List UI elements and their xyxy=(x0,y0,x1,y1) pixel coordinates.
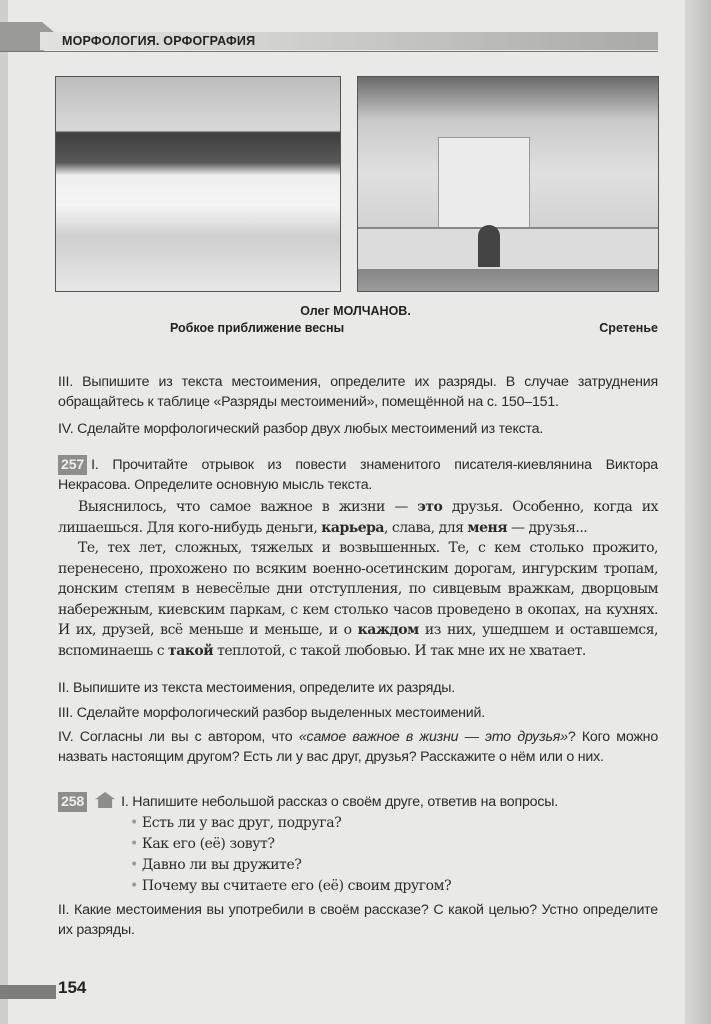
wall-shape xyxy=(358,227,658,269)
passage-text: — друзья... xyxy=(507,519,588,536)
passage-paragraph xyxy=(58,538,658,661)
question-list xyxy=(130,813,451,897)
question-item: • Как его (её) зовут? xyxy=(130,834,451,855)
section-title: МОРФОЛОГИЯ. ОРФОГРАФИЯ xyxy=(62,34,256,48)
page-edge-left xyxy=(0,0,8,1024)
task-text: ? Кого можно назвать настоящим другом? Есть ли у вас друг, друзья? Расскажите о нём или о них. xyxy=(58,729,659,765)
exercise-257-task-iv xyxy=(58,727,658,767)
exercise-258-intro xyxy=(58,792,658,812)
exercise-257-intro xyxy=(58,455,658,495)
exercise-number: 258 xyxy=(58,792,87,812)
highlighted-pronoun: такой xyxy=(168,642,214,659)
exercise-257-task-ii: II. Выпишите из текста местоимения, определите их разряды. xyxy=(58,680,456,696)
task-iv: IV. Сделайте морфологический разбор двух любых местоимений из текста. xyxy=(58,421,544,437)
header-rule xyxy=(0,51,658,52)
literary-passage xyxy=(58,497,658,661)
highlighted-pronoun: это xyxy=(417,499,443,515)
painting-sretenye xyxy=(357,76,659,292)
task-iii: III. Выпишите из текста местоимения, определите их разряды. В случае затруднения обращайтесь к таблице «Разряды местоимений», помещённой на с. 150–151. xyxy=(58,374,658,410)
highlighted-pronoun: карьера xyxy=(321,519,385,536)
exercise-intro-text: I. Напишите небольшой рассказ о своём друге, ответив на вопросы. xyxy=(121,794,558,810)
page-number: 154 xyxy=(58,978,87,997)
highlighted-pronoun: каждом xyxy=(357,622,419,638)
exercise-intro-text: I. Прочитайте отрывок из повести знаменитого писателя-киевлянина Виктора Некрасова. Определите основную мысль текста. xyxy=(58,457,658,493)
exercise-258-task-ii: II. Какие местоимения вы употребили в своём рассказе? С какой целью? Устно определите их разряды. xyxy=(58,902,658,938)
home-task-icon xyxy=(95,792,115,808)
passage-text: теплотой, с такой любовью. И так мне их не хватает. xyxy=(213,642,586,659)
caption-right-title: Сретенье xyxy=(599,321,658,335)
question-item: • Почему вы считаете его (её) своим другом? xyxy=(130,876,451,897)
passage-text: Выяснилось, что самое важное в жизни — xyxy=(78,499,418,515)
page-number-bar xyxy=(0,985,56,999)
caption-left-title: Робкое приближение весны xyxy=(170,321,345,335)
passage-text: , слава, для xyxy=(384,519,468,536)
painting-early-spring xyxy=(55,76,341,292)
church-shape xyxy=(438,137,530,229)
question-item: • Давно ли вы дружите? xyxy=(130,855,451,876)
exercise-257-task-iii: III. Сделайте морфологический разбор выделенных местоимений. xyxy=(58,705,485,721)
passage-paragraph xyxy=(58,497,658,538)
page-edge-right xyxy=(685,0,711,1024)
caption-author: Олег МОЛЧАНОВ. xyxy=(300,304,411,318)
exercise-number: 257 xyxy=(58,455,87,475)
question-item: • Есть ли у вас друг, подруга? xyxy=(130,813,451,834)
task-text: IV. Согласны ли вы с автором, что xyxy=(58,729,299,745)
task-quote: «самое важное в жизни — это друзья» xyxy=(298,729,568,745)
passage-text: Те, тех лет, сложных, тяжелых и возвышенных. Те, с кем столько прожито, перенесено, прохожено по всяким военно-осетинским дорогам, ингурским тропам, донским степям в невесёлые дни отступления, по сивцевым вражкам, дворцовым набережным, киевским паркам, с кем столько часов проведено в окопах, на кухнях. И их, друзей, всё меньше и меньше, и о xyxy=(58,540,658,638)
gate-shape xyxy=(478,225,500,267)
passage-text: друзья. Особенно, когда их лишаешься. Для кого-нибудь деньги, xyxy=(58,499,658,536)
passage-text: из них, ушедшем и оставшемся, вспоминаешь с xyxy=(58,622,658,659)
highlighted-pronoun: меня xyxy=(467,519,508,536)
